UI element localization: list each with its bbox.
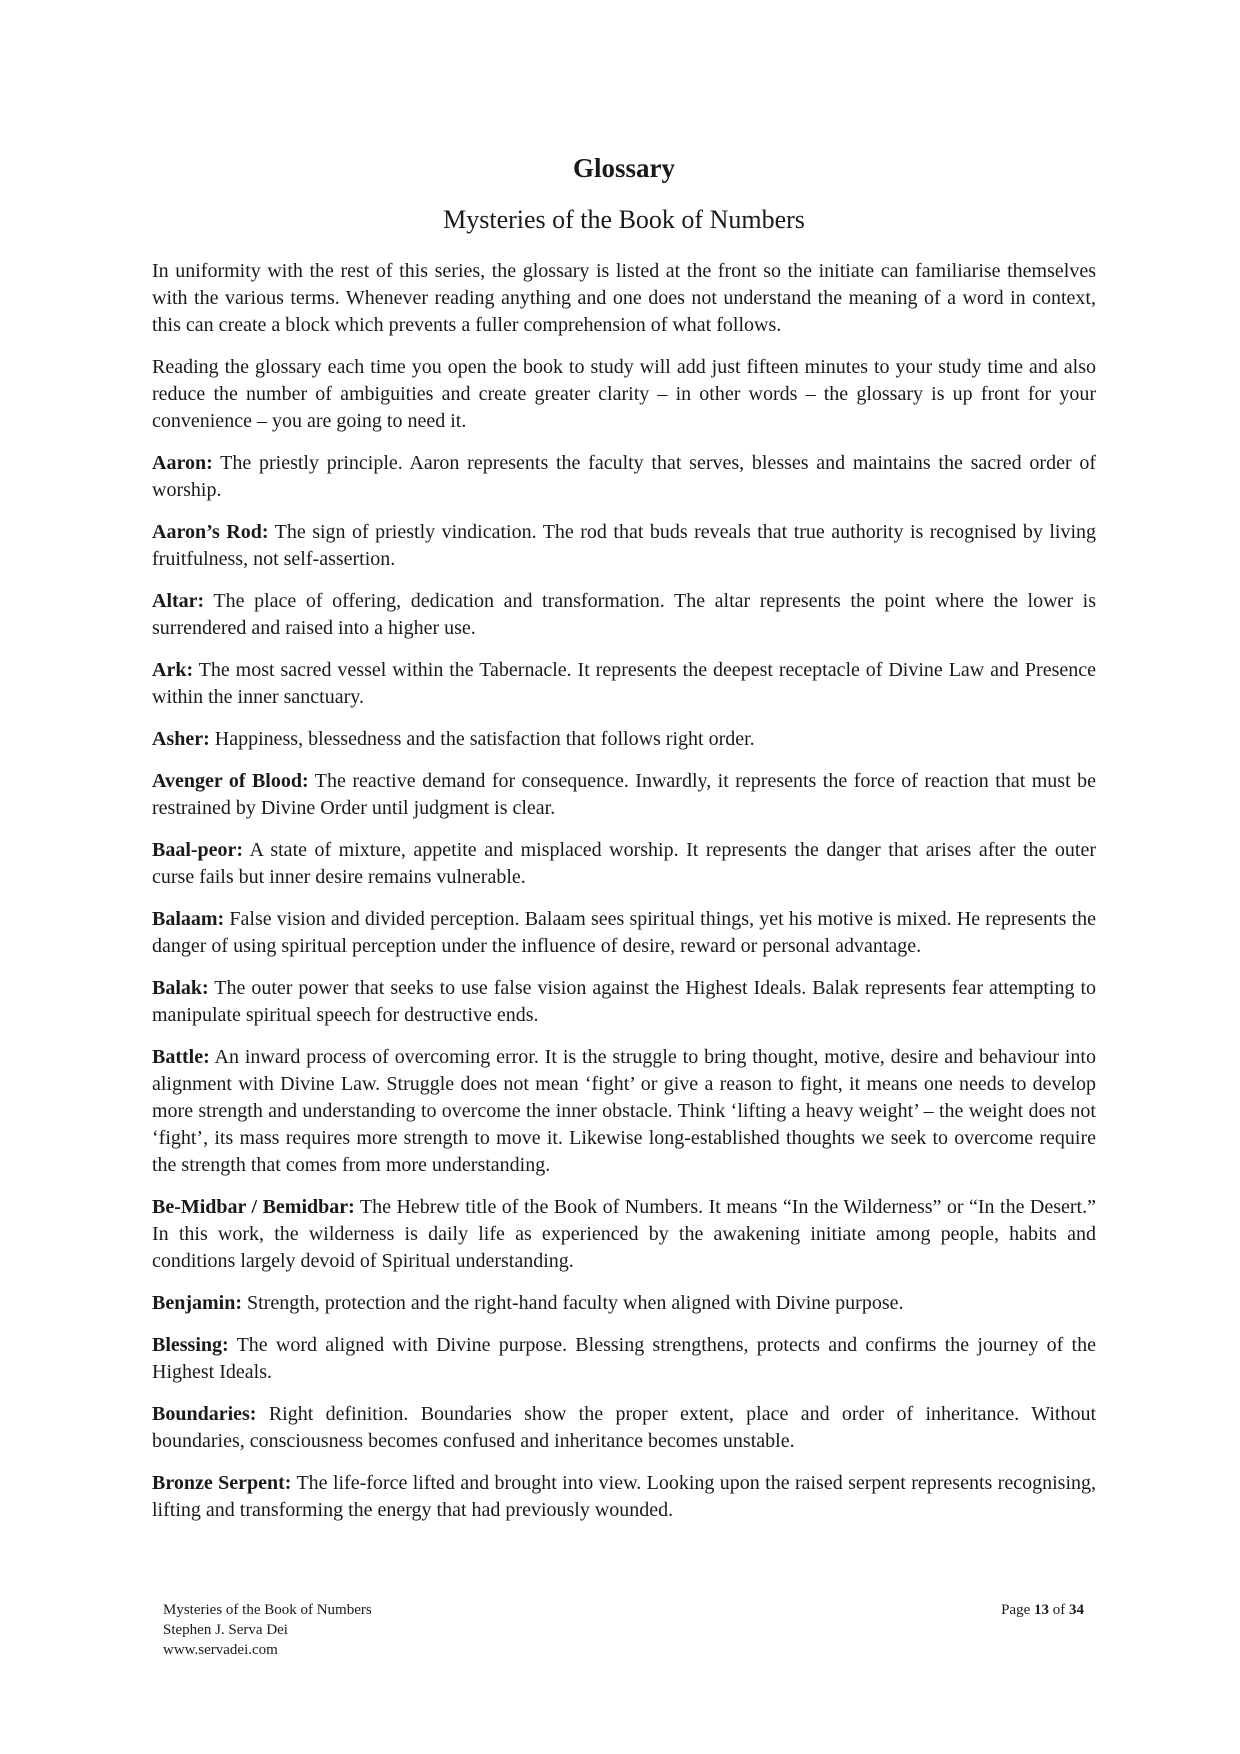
glossary-term: Avenger of Blood: — [152, 770, 309, 792]
glossary-term: Altar: — [152, 590, 205, 612]
glossary-definition: Happiness, blessedness and the satisfaction that follows right order. — [214, 728, 755, 750]
glossary-definition: The life-force lifted and brought into view. Looking upon the raised serpent represents recognising, lifting and transforming the energy that had previously wounded. — [152, 1472, 1096, 1521]
glossary-term: Benjamin: — [152, 1292, 242, 1314]
glossary-term: Bronze Serpent: — [152, 1472, 292, 1494]
glossary-term: Be-Midbar / Bemidbar: — [152, 1196, 355, 1218]
page-footer — [163, 1600, 372, 1660]
glossary-definition: The most sacred vessel within the Tabernacle. It represents the deepest receptacle of Divine Law and Presence within the inner sanctuary. — [152, 659, 1096, 708]
glossary-entry — [152, 906, 1096, 960]
glossary-definition: False vision and divided perception. Balaam sees spiritual things, yet his motive is mixed. He represents the danger of using spiritual perception under the influence of desire, reward or personal advantage. — [152, 908, 1096, 957]
glossary-definition: Right definition. Boundaries show the proper extent, place and order of inheritance. Without boundaries, consciousness becomes confused and inheritance becomes unstable. — [152, 1403, 1097, 1452]
glossary-entry — [152, 1044, 1096, 1179]
glossary-term: Boundaries: — [152, 1403, 257, 1425]
glossary-entry — [152, 837, 1096, 891]
glossary-term: Battle: — [152, 1046, 210, 1068]
glossary-entry — [152, 768, 1096, 822]
page-content — [152, 150, 1096, 1539]
page-number: 13 — [1034, 1602, 1049, 1618]
glossary-definition: An inward process of overcoming error. It is the struggle to bring thought, motive, desire and behaviour into alignment with Divine Law. Struggle does not mean ‘fight’ or give a reason to fight, it means one needs to develop more strength and understanding to overcome the inner obstacle. Think ‘lifting a heavy weight’ – the weight does not ‘fight’, its mass requires more strength to move it. Likewise long-established thoughts we seek to overcome require the strength that comes from more understanding. — [152, 1046, 1096, 1176]
glossary-entry — [152, 1401, 1096, 1455]
page-of: of — [1052, 1602, 1066, 1618]
page-total: 34 — [1069, 1602, 1084, 1618]
glossary-term: Ark: — [152, 659, 194, 681]
page-subtitle: Mysteries of the Book of Numbers — [443, 205, 805, 234]
glossary-entry — [152, 1194, 1096, 1275]
glossary-term: Blessing: — [152, 1334, 229, 1356]
glossary-term: Balaam: — [152, 908, 225, 930]
glossary-definition: The word aligned with Divine purpose. Blessing strengthens, protects and confirms the journey of the Highest Ideals. — [152, 1334, 1096, 1383]
footer-website: www.servadei.com — [163, 1642, 278, 1658]
glossary-definition: The Hebrew title of the Book of Numbers. It means “In the Wilderness” or “In the Desert.” In this work, the wilderness is daily life as experienced by the awakening initiate among people, habits and conditions largely devoid of Spiritual understanding. — [152, 1196, 1096, 1272]
glossary-entry — [152, 975, 1096, 1029]
glossary-definition: The reactive demand for consequence. Inwardly, it represents the force of reaction that must be restrained by Divine Order until judgment is clear. — [152, 770, 1096, 819]
glossary-entry — [152, 1332, 1096, 1386]
glossary-entry — [152, 726, 1096, 753]
glossary-definition: The sign of priestly vindication. The rod that buds reveals that true authority is recognised by living fruitfulness, not self-assertion. — [152, 521, 1097, 570]
glossary-entry — [152, 588, 1096, 642]
page-number-indicator — [1001, 1600, 1084, 1620]
page-prefix: Page — [1001, 1602, 1031, 1618]
glossary-definition: A state of mixture, appetite and misplaced worship. It represents the danger that arises after the outer curse fails but inner desire remains vulnerable. — [152, 839, 1096, 888]
footer-book-title: Mysteries of the Book of Numbers — [163, 1602, 372, 1618]
glossary-term: Balak: — [152, 977, 209, 999]
glossary-entry — [152, 1290, 1096, 1317]
intro-paragraph: Reading the glossary each time you open the book to study will add just fifteen minutes to your study time and also reduce the number of ambiguities and create greater clarity – in other words – the glossary is up front for your convenience – you are going to need it. — [152, 356, 1096, 432]
glossary-entry — [152, 657, 1096, 711]
glossary-definition: The place of offering, dedication and transformation. The altar represents the point where the lower is surrendered and raised into a higher use. — [152, 590, 1096, 639]
intro-paragraph: In uniformity with the rest of this series, the glossary is listed at the front so the initiate can familiarise themselves with the various terms. Whenever reading anything and one does not understand the meaning of a word in context, this can create a block which prevents a fuller comprehension of what follows. — [152, 260, 1096, 336]
glossary-term: Asher: — [152, 728, 210, 750]
glossary-term: Aaron’s Rod: — [152, 521, 269, 543]
footer-author: Stephen J. Serva Dei — [163, 1622, 288, 1638]
glossary-entry — [152, 1470, 1096, 1524]
glossary-term: Aaron: — [152, 452, 213, 474]
glossary-definition: Strength, protection and the right-hand faculty when aligned with Divine purpose. — [247, 1292, 904, 1314]
glossary-entry — [152, 450, 1096, 504]
glossary-definition: The priestly principle. Aaron represents the faculty that serves, blesses and maintains the sacred order of worship. — [152, 452, 1097, 501]
page-title: Glossary — [572, 153, 675, 183]
glossary-term: Baal-peor: — [152, 839, 244, 861]
glossary-entry — [152, 519, 1096, 573]
glossary-definition: The outer power that seeks to use false vision against the Highest Ideals. Balak represents fear attempting to manipulate spiritual speech for destructive ends. — [152, 977, 1096, 1026]
